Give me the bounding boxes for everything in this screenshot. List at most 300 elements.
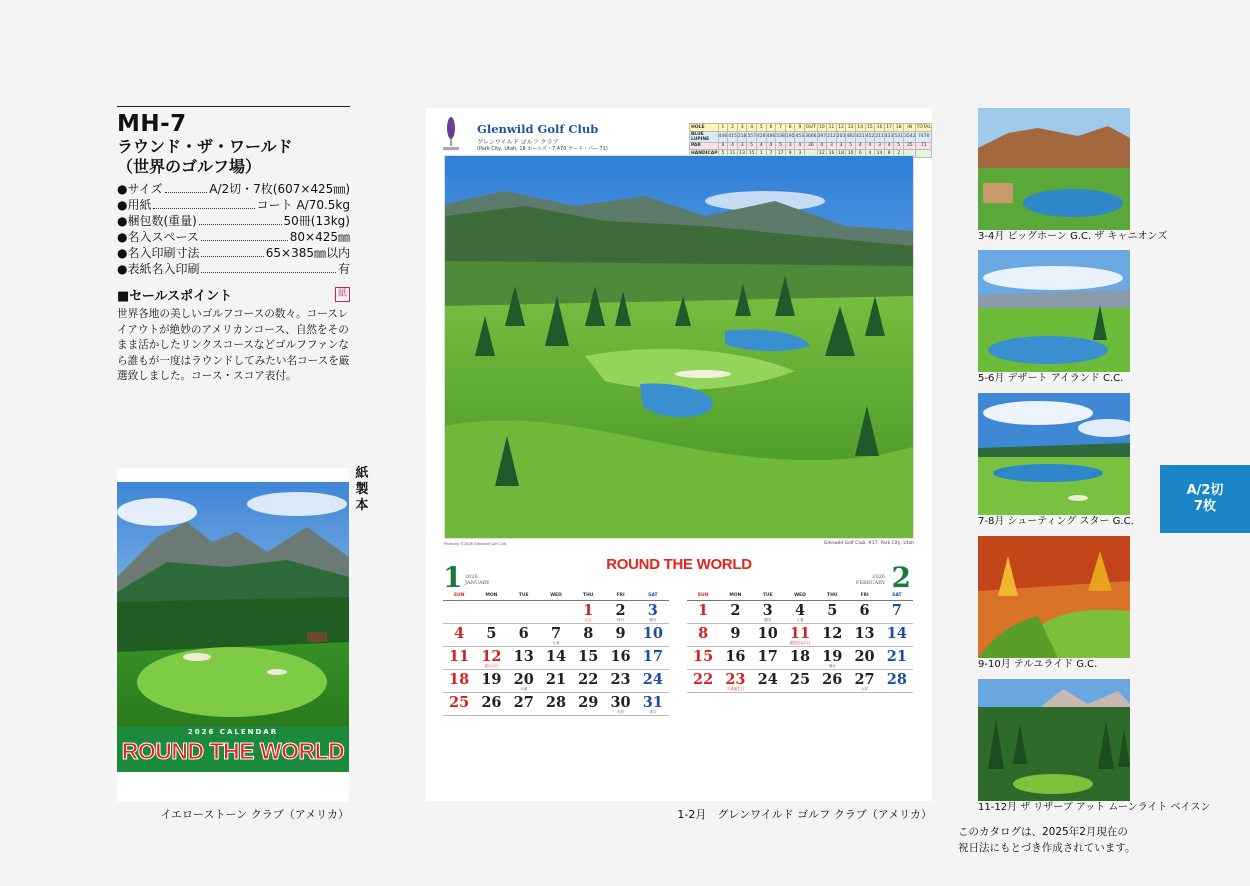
scorecard-cell: 421 xyxy=(855,131,865,142)
day-cell xyxy=(848,669,880,692)
spec-row xyxy=(117,197,350,213)
scorecard-cell: 5 xyxy=(776,142,786,150)
day-cell xyxy=(508,646,540,669)
thumbnail-caption: 5-6月 デザート アイランド C.C. xyxy=(978,373,1124,384)
day-cell xyxy=(752,623,784,646)
scorecard-cell: 195 xyxy=(785,131,795,142)
scorecard-cell: 212 xyxy=(827,131,837,142)
scorecard-cell: 4 xyxy=(884,142,894,150)
day-number: 27 xyxy=(854,670,875,688)
day-cell xyxy=(848,600,880,623)
day-cell xyxy=(604,692,636,715)
day-cell xyxy=(719,600,751,623)
day-number: 23 xyxy=(610,670,631,688)
thumbnail-sep-oct xyxy=(978,536,1130,672)
day-number: 22 xyxy=(578,670,599,688)
scorecard-cell: 211 xyxy=(875,131,885,142)
day-number: 6 xyxy=(859,601,870,619)
scorecard-cell: 14 xyxy=(876,150,883,156)
day-cell xyxy=(508,692,540,715)
thumbnail-nov-dec xyxy=(978,679,1211,815)
day-cell xyxy=(540,669,572,692)
weekday-label: THU xyxy=(816,592,848,600)
day-note: 休日 xyxy=(649,617,657,622)
day-cell xyxy=(540,646,572,669)
day-note: 大安 xyxy=(617,709,625,714)
empty-day-cell xyxy=(475,600,507,623)
scorecard-cell: 1 xyxy=(757,150,767,158)
thumbnail-image xyxy=(978,250,1130,372)
week-row xyxy=(443,600,669,623)
thumbnail-caption: 11-12月 ザ リザーブ アット ムーンライト ベイスン xyxy=(978,802,1211,813)
scorecard-cell: 13 xyxy=(847,124,854,130)
day-cell xyxy=(881,623,913,646)
day-cell xyxy=(572,669,604,692)
scorecard-cell: 3 xyxy=(836,142,846,150)
day-cell xyxy=(752,669,784,692)
day-number: 5 xyxy=(827,601,838,619)
product-title-line2: （世界のゴルフ場） xyxy=(117,157,262,176)
spec-value: コート A/70.5kg xyxy=(256,198,350,212)
day-cell xyxy=(604,646,636,669)
spec-value: 50冊(13kg) xyxy=(283,214,350,228)
day-cell xyxy=(784,600,816,623)
scorecard-cell: 35 xyxy=(904,142,916,150)
weekday-label: THU xyxy=(572,592,604,600)
day-number: 10 xyxy=(642,624,663,642)
weekday-label: TUE xyxy=(752,592,784,600)
week-row xyxy=(687,623,913,646)
day-note: 七草 xyxy=(552,640,560,645)
scorecard-cell: 16 xyxy=(876,124,883,130)
scorecard-cell: 4 xyxy=(865,150,875,158)
day-number: 17 xyxy=(642,647,663,665)
thumbnail-jul-aug xyxy=(978,393,1134,529)
day-cell xyxy=(443,646,475,669)
product-code: MH-7 xyxy=(117,111,187,137)
scorecard-cell: 531 xyxy=(894,131,904,142)
day-number: 4 xyxy=(794,601,806,619)
day-cell xyxy=(540,692,572,715)
scorecard-cell: 3 xyxy=(737,124,747,132)
day-cell xyxy=(784,669,816,692)
weekday-label: MON xyxy=(719,592,751,600)
spec-row xyxy=(117,229,350,245)
scorecard-label: BLUE LUPINE xyxy=(690,131,719,142)
day-cell xyxy=(687,623,719,646)
week-row xyxy=(687,669,913,692)
empty-day-cell xyxy=(443,600,475,623)
holiday-note-line1: このカタログは、2025年2月現在の xyxy=(958,826,1128,838)
scorecard-cell: 10 xyxy=(818,124,825,130)
spec-label: ●表紙名入印刷 xyxy=(117,262,200,276)
scorecard-cell: 7 xyxy=(766,150,776,158)
scorecard-cell: 10 xyxy=(847,150,854,156)
day-number: 19 xyxy=(481,670,502,688)
week-row xyxy=(443,623,669,646)
weekday-label: FRI xyxy=(604,592,636,600)
leader-dots xyxy=(201,229,288,241)
scorecard-cell: 557 xyxy=(747,131,757,142)
scorecard-cell: 15 xyxy=(748,150,755,156)
day-note: 大寒 xyxy=(520,686,528,691)
cover-photo xyxy=(117,482,349,726)
scorecard-cell: 3542 xyxy=(904,131,916,142)
thumbnail-may-jun xyxy=(978,250,1130,386)
club-kana: グレンワイルド ゴルフ クラブ xyxy=(477,139,559,146)
scorecard-cell: 11 xyxy=(828,124,835,130)
scorecard-cell: 4 xyxy=(855,142,865,150)
paper-badge: 紙 xyxy=(335,287,350,302)
day-number: 15 xyxy=(693,647,714,665)
sales-point-header xyxy=(117,285,350,304)
thumbnail-image xyxy=(978,679,1130,801)
day-cell xyxy=(687,669,719,692)
day-note: 雨水 xyxy=(828,663,836,668)
day-number: 18 xyxy=(449,670,470,688)
thumbnail-caption: 7-8月 シューティング スター G.C. xyxy=(978,516,1134,527)
spec-label: ●用紙 xyxy=(117,198,152,212)
day-cell xyxy=(687,646,719,669)
weekday-label: WED xyxy=(784,592,816,600)
day-cell xyxy=(816,669,848,692)
scorecard-row xyxy=(690,131,932,142)
scorecard-cell: 3 xyxy=(827,142,837,150)
month-header xyxy=(443,561,669,594)
scorecard-label: PAR xyxy=(690,142,719,150)
day-cell xyxy=(816,600,848,623)
spec-label: ●サイズ xyxy=(117,182,163,196)
day-number: 8 xyxy=(698,624,709,642)
day-number: 20 xyxy=(513,670,534,688)
cover-banner xyxy=(117,726,349,772)
day-number: 7 xyxy=(550,624,562,642)
scorecard-cell: 1 xyxy=(718,124,728,132)
size-tab xyxy=(1160,465,1250,533)
month-block xyxy=(443,561,669,716)
scorecard-cell: 17 xyxy=(777,150,784,156)
weekday-label: WED xyxy=(540,592,572,600)
scorecard-cell: 3 xyxy=(737,142,747,150)
photo-credit: Photo by ©2026 Glenwild Golf Club xyxy=(444,542,507,546)
day-cell xyxy=(540,623,572,646)
scorecard-table xyxy=(689,123,932,158)
month-number: 1 xyxy=(443,561,463,594)
golf-course-image xyxy=(445,156,914,539)
scorecard-cell: 433 xyxy=(884,131,894,142)
day-cell xyxy=(508,623,540,646)
day-number: 16 xyxy=(725,647,746,665)
scorecard-cell: 415 xyxy=(728,131,738,142)
scorecard-cell: 8 xyxy=(884,150,894,158)
empty-day-cell xyxy=(540,600,572,623)
day-cell xyxy=(752,600,784,623)
scorecard-cell: 14 xyxy=(857,124,864,130)
day-number: 28 xyxy=(886,670,907,688)
day-number: 4 xyxy=(454,624,465,642)
day-cell xyxy=(848,623,880,646)
day-cell xyxy=(848,646,880,669)
day-number: 24 xyxy=(757,670,778,688)
day-cell xyxy=(475,669,507,692)
page-caption: 1-2月 グレンワイルド ゴルフ クラブ（アメリカ） xyxy=(677,808,932,821)
day-number: 9 xyxy=(730,624,741,642)
day-note: 立春 xyxy=(796,617,804,622)
day-note: 天皇誕生日 xyxy=(726,686,745,691)
day-number: 25 xyxy=(789,670,811,688)
size-tab-line1: A/2切 xyxy=(1186,483,1224,498)
series-title: ROUND THE WORLD xyxy=(606,556,752,573)
weekday-label: SAT xyxy=(637,592,669,600)
scorecard-cell xyxy=(916,150,932,158)
day-cell xyxy=(443,623,475,646)
day-number: 27 xyxy=(513,693,534,711)
week-row xyxy=(443,669,669,692)
scorecard-cell: IN xyxy=(904,124,916,132)
leader-dots xyxy=(153,197,254,209)
day-number: 21 xyxy=(886,647,907,665)
month-name: FEBRUARY xyxy=(855,580,885,586)
day-cell xyxy=(475,646,507,669)
day-number: 19 xyxy=(822,647,843,665)
scorecard-cell: 3 xyxy=(795,150,805,158)
day-cell xyxy=(881,669,913,692)
cover-caption: イエローストーン クラブ（アメリカ） xyxy=(160,808,349,821)
scorecard-cell: 5 xyxy=(846,142,856,150)
spec-value: 有 xyxy=(337,262,350,276)
thumbnail-image xyxy=(978,536,1130,658)
leader-dots xyxy=(199,213,282,225)
scorecard-cell: 16 xyxy=(828,150,835,156)
scorecard-cell: 7 xyxy=(776,124,786,132)
scorecard-cell: 4 xyxy=(795,142,805,150)
scorecard-cell: 4 xyxy=(718,142,728,150)
scorecard-label: HANDICAP xyxy=(691,150,718,156)
cover-preview xyxy=(117,468,349,802)
day-number: 1 xyxy=(698,601,709,619)
day-cell xyxy=(637,669,669,692)
day-number: 14 xyxy=(886,624,907,642)
empty-day-cell xyxy=(508,600,540,623)
day-number: 23 xyxy=(725,670,746,688)
day-cell xyxy=(604,600,636,623)
scorecard-cell: 218 xyxy=(737,131,747,142)
month-name: JANUARY xyxy=(465,580,490,586)
scorecard-cell: 446 xyxy=(718,131,728,142)
thumbnail-image xyxy=(978,108,1130,230)
day-number: 20 xyxy=(854,647,875,665)
thumbnail-caption: 9-10月 テルユライド G.C. xyxy=(978,659,1098,670)
month-year: 2026 xyxy=(465,574,478,580)
scorecard-cell: 6 xyxy=(766,124,776,132)
day-number: 21 xyxy=(545,670,567,688)
cover-year-label: 2026 CALENDAR xyxy=(187,728,279,736)
scorecard-cell: 2 xyxy=(894,150,904,158)
spec-label: ●梱包数(重量) xyxy=(117,214,197,228)
day-number: 15 xyxy=(578,647,599,665)
scorecard-row xyxy=(690,142,932,150)
cover-title: ROUND THE WORLD xyxy=(121,738,345,764)
month-year-label xyxy=(856,574,885,586)
scorecard-cell: 4 xyxy=(747,124,757,132)
scorecard-row xyxy=(690,124,932,132)
scorecard-cell: 6 xyxy=(855,150,865,158)
scorecard-cell: 12 xyxy=(818,150,825,156)
day-cell xyxy=(637,646,669,669)
scorecard-cell: 71 xyxy=(916,142,932,150)
month-year: 2026 xyxy=(872,574,885,580)
day-number: 18 xyxy=(789,647,811,665)
scorecard-cell: 482 xyxy=(846,131,856,142)
day-cell xyxy=(572,623,604,646)
leader-dots xyxy=(201,245,263,257)
day-number: 30 xyxy=(610,693,631,711)
day-cell xyxy=(604,669,636,692)
product-title-line1: ラウンド・ザ・ワールド xyxy=(117,137,293,156)
scorecard-cell: 11 xyxy=(729,150,736,156)
day-cell xyxy=(719,669,751,692)
scorecard-cell: 4 xyxy=(728,142,738,150)
day-number: 17 xyxy=(757,647,778,665)
day-cell xyxy=(719,623,751,646)
scorecard-cell: 4 xyxy=(817,142,827,150)
spec-row xyxy=(117,245,350,261)
month-grid xyxy=(443,592,669,716)
leader-dots xyxy=(201,261,336,273)
thumbnail-image xyxy=(978,679,1130,801)
day-cell xyxy=(752,646,784,669)
day-note: 元日 xyxy=(584,617,592,622)
scorecard-cell: TOTAL xyxy=(916,124,931,130)
day-number: 24 xyxy=(642,670,663,688)
day-cell xyxy=(475,692,507,715)
weekday-row xyxy=(687,592,913,600)
day-cell xyxy=(719,646,751,669)
spec-label: ●名入スペース xyxy=(117,230,199,244)
cover-landscape-image xyxy=(117,482,349,726)
day-number: 26 xyxy=(481,693,502,711)
size-tab-line2: 7枚 xyxy=(1193,499,1217,514)
day-number: 11 xyxy=(789,624,811,642)
day-note: 節分 xyxy=(764,617,772,622)
scorecard-label: HOLE xyxy=(690,124,719,132)
scorecard-cell: 18 xyxy=(895,124,902,130)
week-row xyxy=(687,646,913,669)
spec-list xyxy=(117,181,350,277)
calendar-page xyxy=(426,108,932,801)
day-cell xyxy=(604,623,636,646)
scorecard-cell: 2 xyxy=(728,124,738,132)
day-number: 25 xyxy=(449,693,470,711)
month-header xyxy=(687,561,913,594)
scorecard-cell: 203 xyxy=(836,131,846,142)
day-cell xyxy=(443,692,475,715)
leader-dots xyxy=(165,181,208,193)
day-cell xyxy=(816,646,848,669)
thumbnail-image xyxy=(978,108,1130,230)
day-number: 11 xyxy=(449,647,470,665)
main-photo xyxy=(444,155,914,539)
day-number: 9 xyxy=(615,624,626,642)
spec-row xyxy=(117,261,350,277)
month-number: 2 xyxy=(891,561,911,594)
day-number: 10 xyxy=(757,624,778,642)
spec-row xyxy=(117,181,350,197)
scorecard-cell: 453 xyxy=(795,131,805,142)
day-number: 28 xyxy=(545,693,567,711)
day-number: 26 xyxy=(822,670,843,688)
day-cell xyxy=(687,600,719,623)
thumbnail-image xyxy=(978,250,1130,372)
spec-row xyxy=(117,213,350,229)
day-cell xyxy=(508,669,540,692)
weekday-label: FRI xyxy=(848,592,880,600)
top-rule xyxy=(117,106,350,107)
day-number: 3 xyxy=(647,601,658,619)
weekday-label: TUE xyxy=(508,592,540,600)
day-cell xyxy=(637,600,669,623)
day-note: 大安 xyxy=(861,686,869,691)
product-spec-block xyxy=(117,106,350,385)
sales-point-heading: ■セールスポイント xyxy=(117,289,233,304)
day-cell xyxy=(637,623,669,646)
club-location: (Park City, Utah, 18 ホールズ・7,470 ヤード・パー 71) xyxy=(477,146,608,152)
scorecard-cell: 5 xyxy=(718,150,728,158)
spec-value: 65×385㎜以内 xyxy=(265,246,350,260)
day-number: 1 xyxy=(583,601,594,619)
thumbnail-caption: 3-4月 ビッグホーン G.C. ザ キャニオンズ xyxy=(978,231,1168,242)
day-cell xyxy=(572,600,604,623)
day-cell xyxy=(784,646,816,669)
scorecard-cell: 538 xyxy=(776,131,786,142)
month-grid xyxy=(687,592,913,693)
scorecard-cell: 15 xyxy=(867,124,873,130)
scorecard-cell: 9 xyxy=(795,124,805,132)
month-year-label xyxy=(465,574,490,586)
scorecard-cell: 18 xyxy=(838,150,844,156)
scorecard-cell: 486 xyxy=(766,131,776,142)
day-number: 6 xyxy=(518,624,529,642)
scorecard-cell: 13 xyxy=(739,150,745,156)
day-number: 2 xyxy=(615,601,626,619)
day-number: 12 xyxy=(481,647,502,665)
spec-label: ●名入印刷寸法 xyxy=(117,246,200,260)
photo-caption: Glenwild Golf Club, #17, Park City, Utah xyxy=(823,541,914,546)
day-cell xyxy=(784,623,816,646)
day-note: 赤口 xyxy=(649,709,657,714)
scorecard-cell: 5 xyxy=(757,124,767,132)
cover-info-strip xyxy=(117,468,349,482)
day-cell xyxy=(637,692,669,715)
weekday-label: SUN xyxy=(687,592,719,600)
day-number: 12 xyxy=(822,624,843,642)
day-note: 休日 xyxy=(617,617,625,622)
spec-value: A/2切・7枚(607×425㎜) xyxy=(209,182,350,196)
day-number: 2 xyxy=(730,601,741,619)
holiday-note xyxy=(958,824,1148,856)
day-number: 13 xyxy=(854,624,875,642)
day-number: 5 xyxy=(486,624,497,642)
binding-label: 紙製本 xyxy=(355,466,369,513)
scorecard-cell: 17 xyxy=(886,124,892,130)
weekday-label: MON xyxy=(475,592,507,600)
day-cell xyxy=(572,692,604,715)
day-note: 建国記念の日 xyxy=(789,640,811,645)
glenwild-logo-icon xyxy=(441,116,461,152)
day-cell xyxy=(572,646,604,669)
spec-value: 80×425㎜ xyxy=(289,230,350,244)
day-number: 22 xyxy=(693,670,714,688)
